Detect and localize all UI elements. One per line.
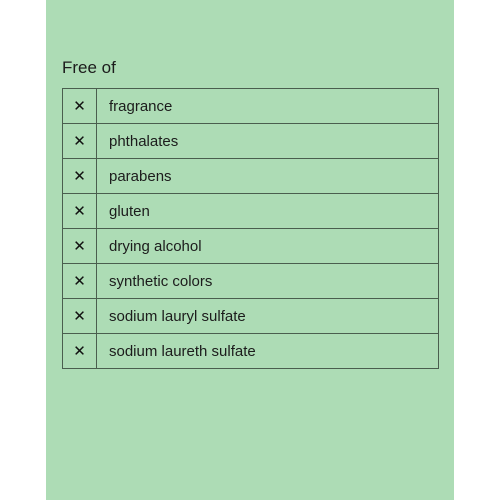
ingredient-label: phthalates	[97, 124, 439, 159]
table-row	[63, 264, 439, 299]
mark-cell	[63, 229, 97, 264]
table-row	[63, 194, 439, 229]
table-row	[63, 159, 439, 194]
mark-cell	[63, 159, 97, 194]
table-row	[63, 124, 439, 159]
mark-cell	[63, 334, 97, 369]
ingredient-label: parabens	[97, 159, 439, 194]
mark-cell	[63, 124, 97, 159]
table-row	[63, 89, 439, 124]
ingredient-label: synthetic colors	[97, 264, 439, 299]
ingredient-label: sodium lauryl sulfate	[97, 299, 439, 334]
section-heading: Free of	[62, 58, 116, 77]
ingredient-label: fragrance	[97, 89, 439, 124]
mark-cell	[63, 264, 97, 299]
free-of-panel	[46, 0, 454, 500]
free-of-table	[62, 88, 439, 369]
table-row	[63, 334, 439, 369]
table-row	[63, 229, 439, 264]
mark-cell	[63, 299, 97, 334]
ingredient-label: drying alcohol	[97, 229, 439, 264]
close-icon: ✕	[73, 238, 86, 255]
close-icon: ✕	[73, 168, 86, 185]
close-icon: ✕	[73, 203, 86, 220]
ingredient-label: sodium laureth sulfate	[97, 334, 439, 369]
close-icon: ✕	[73, 98, 86, 115]
close-icon: ✕	[73, 308, 86, 325]
mark-cell	[63, 89, 97, 124]
mark-cell	[63, 194, 97, 229]
table-row	[63, 299, 439, 334]
close-icon: ✕	[73, 273, 86, 290]
close-icon: ✕	[73, 133, 86, 150]
close-icon: ✕	[73, 343, 86, 360]
ingredient-label: gluten	[97, 194, 439, 229]
